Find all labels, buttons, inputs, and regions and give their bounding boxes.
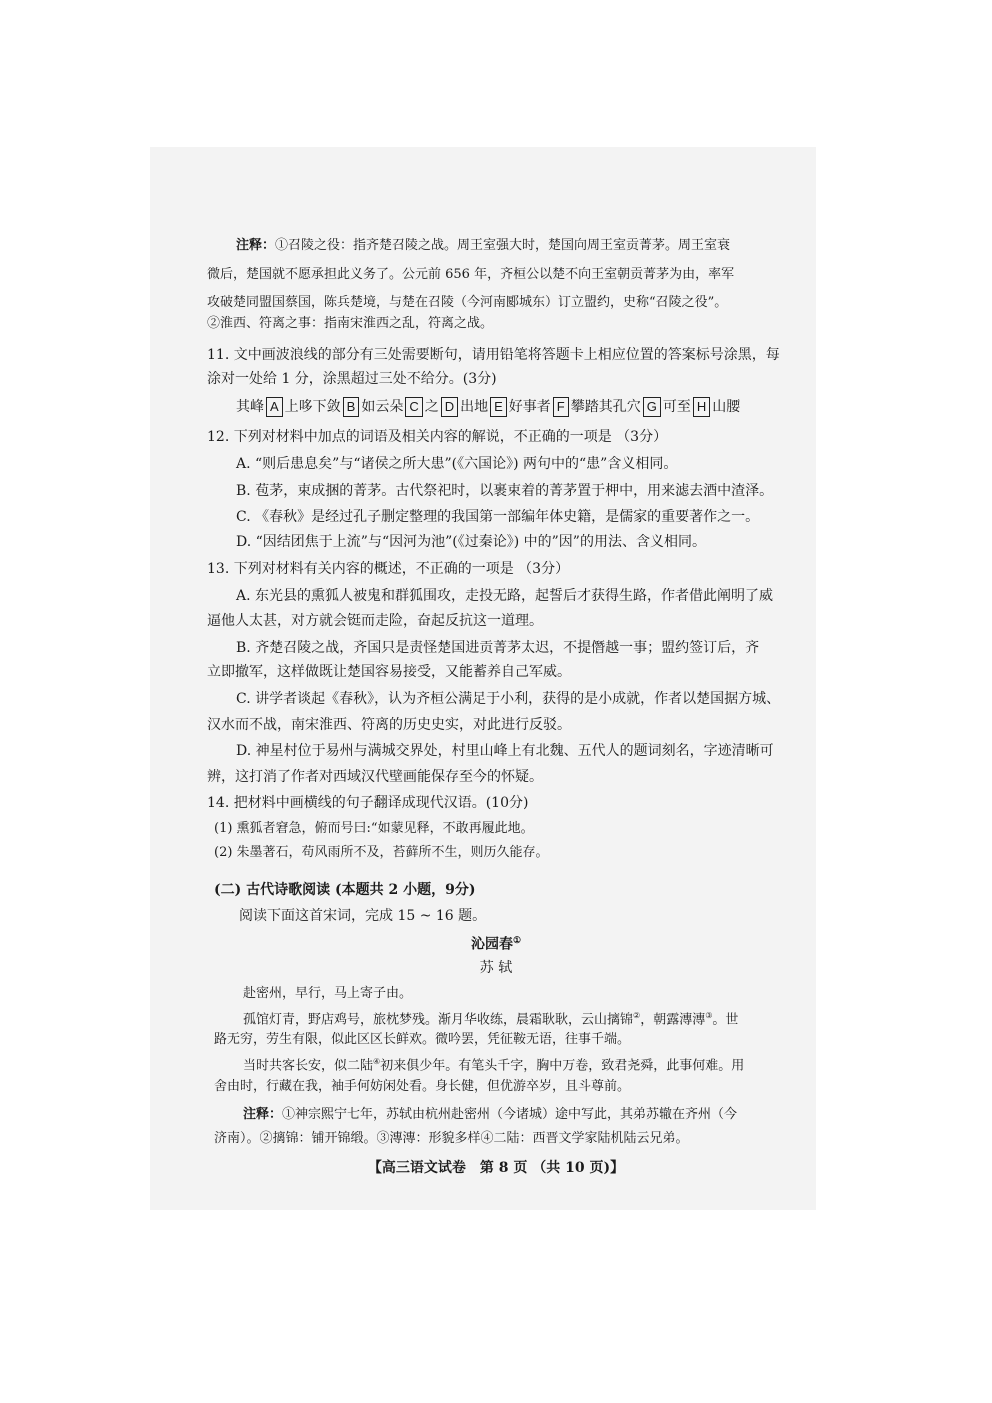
answer-box-c[interactable]: C [405, 397, 422, 417]
q11-stem-line1: 11. 文中画波浪线的部分有三处需要断句，请用铅笔将答题卡上相应位置的答案标号涂黑，每 [207, 347, 780, 363]
poem-text: ，朝露漙漙 [640, 1012, 706, 1028]
segment-text: 山腰 [712, 399, 741, 415]
note1-line4: ②淮西、符离之事：指南宋淮西之乱，符离之战。 [207, 316, 494, 331]
page-footer: 【高三语文试卷 第 8 页 （共 10 页)】 [367, 1160, 625, 1176]
poem-preface: 赴密州，早行，马上寄子由。 [243, 986, 413, 1001]
answer-box-g[interactable]: G [643, 397, 661, 417]
segment-text: 好事者 [508, 399, 551, 415]
poem-text: 。世 [712, 1012, 739, 1028]
note-label: 注释： [236, 238, 276, 253]
q13-option-a-line1: A. 东光县的熏狐人被鬼和群狐围攻，走投无路，起誓后才获得生路，作者借此阐明了威 [236, 588, 774, 604]
note1-line1 [236, 236, 730, 256]
poem-text: 初来俱少年。有笔头千字，胸中万卷，致君尧舜，此事何难。用 [380, 1058, 745, 1074]
q11-stem-line2: 涂对一处给 1 分，涂黑超过三处不给分。(3分) [207, 371, 497, 387]
footnote-marker: ② [633, 1011, 641, 1020]
poem-author: 苏 轼 [479, 960, 513, 976]
segment-text: 上哆下敛 [284, 399, 341, 415]
segment-text: 可至 [662, 399, 691, 415]
q13-option-b-line1: B. 齐楚召陵之战，齐国只是责怪楚国进贡菁茅太迟，不提僭越一事；盟约签订后，齐 [236, 640, 760, 656]
answer-box-e[interactable]: E [490, 397, 507, 417]
q13-option-c-line2: 汉水而不战，南宋淮西、符离的历史史实，对此进行反驳。 [207, 717, 571, 733]
answer-box-b[interactable]: B [343, 397, 360, 417]
answer-box-a[interactable]: A [266, 397, 283, 417]
note1-line2: 微后，楚国就不愿承担此义务了。公元前 656 年，齐桓公以楚不向王室朝贡菁茅为由，率军 [207, 267, 735, 282]
answer-box-f[interactable]: F [553, 397, 569, 417]
note2-text: ①神宗熙宁七年，苏轼由杭州赴密州（今诸城）途中写此，其弟苏辙在齐州（今 [282, 1107, 738, 1122]
q13-option-a-line2: 逼他人太甚，对方就会铤而走险，奋起反抗这一道理。 [207, 613, 543, 629]
section-heading: (二) 古代诗歌阅读 (本题共 2 小题，9分) [214, 882, 476, 898]
note1-line3: 攻破楚同盟国蔡国，陈兵楚境，与楚在召陵（今河南郾城东）订立盟约，史称“召陵之役”。 [207, 295, 728, 310]
poem-stanza1-line1 [243, 1006, 738, 1030]
q14-stem: 14. 把材料中画横线的句子翻译成现代汉语。(10分) [207, 795, 529, 811]
q13-option-c-line1: C. 讲学者谈起《春秋》，认为齐桓公满足于小利，获得的是小成就，作者以楚国据方城、 [236, 691, 781, 707]
q12-option-a: A. “则后患息矣”与“诸侯之所大患”(《六国论》) 两句中的“患”含义相同。 [236, 456, 678, 472]
poem-stanza2-line1 [243, 1052, 744, 1076]
answer-box-d[interactable]: D [441, 397, 458, 417]
segment-text: 之 [424, 399, 439, 415]
q12-option-d: D. “因结团焦于上流”与“因河为池”(《过秦论》) 中的”因”的用法、含义相同。 [236, 534, 706, 550]
q13-stem: 13. 下列对材料有关内容的概述，不正确的一项是 （3分） [207, 561, 570, 577]
q14-sentence-1: (1) 熏狐者窘急，俯而号曰:“如蒙见释，不敢再履此地。 [214, 821, 534, 836]
q12-stem: 12. 下列对材料中加点的词语及相关内容的解说，不正确的一项是 （3分） [207, 429, 668, 445]
q12-option-b: B. 苞茅，束成捆的菁茅。古代祭祀时，以裹束着的菁茅置于柙中，用来滤去酒中渣泽。 [236, 483, 774, 499]
footnote-marker: ① [512, 936, 522, 946]
note-label: 注释： [243, 1107, 283, 1122]
q14-sentence-2: (2) 朱墨著石，苟风雨所不及，苔藓所不生，则历久能存。 [214, 845, 549, 860]
footnote-marker: ④ [373, 1057, 381, 1066]
answer-box-h[interactable]: H [693, 397, 710, 417]
poem-text: 当时共客长安，似二陆 [243, 1058, 374, 1074]
poem-title-text: 沁园春 [470, 936, 513, 953]
note2-line2: 济南）。②摛锦：铺开锦缎。③漙漙：形貌多样④二陆：西晋文学家陆机陆云兄弟。 [214, 1131, 689, 1146]
poem-title [0, 931, 992, 955]
q13-option-b-line2: 立即撤军，这样做既让楚国容易接受，又能蓄养自己军威。 [207, 664, 571, 680]
poem-text: 孤馆灯青，野店鸡号，旅枕梦残。渐月华收练，晨霜耿耿，云山摛锦 [243, 1012, 634, 1028]
q11-punctuation-line [236, 397, 740, 417]
q13-option-d-line1: D. 神星村位于易州与满城交界处，村里山峰上有北魏、五代人的题词刻名，字迹清晰可 [236, 743, 774, 759]
segment-text: 如云朵 [361, 399, 404, 415]
note2-line1 [243, 1105, 737, 1125]
q12-option-c: C. 《春秋》是经过孔子删定整理的我国第一部编年体史籍，是儒家的重要著作之一。 [236, 509, 760, 525]
note1-text: ①召陵之役：指齐楚召陵之战。周王室强大时，楚国向周王室贡菁茅。周王室衰 [275, 238, 731, 253]
poem-stanza2-line2: 舍由时，行藏在我，袖手何妨闲处看。身长健，但优游卒岁，且斗尊前。 [214, 1079, 631, 1094]
segment-text: 攀踏其孔穴 [570, 399, 641, 415]
segment-text: 出地 [460, 399, 489, 415]
footnote-marker: ③ [705, 1011, 713, 1020]
segment-text: 其峰 [236, 399, 264, 415]
q13-option-d-line2: 辨，这打消了作者对西域汉代壁画能保存至今的怀疑。 [207, 769, 543, 785]
poem-stanza1-line2: 路无穷，劳生有限，似此区区长鲜欢。微吟罢，凭征鞍无语，往事千端。 [214, 1032, 631, 1047]
section-intro: 阅读下面这首宋词，完成 15 ~ 16 题。 [239, 908, 487, 924]
